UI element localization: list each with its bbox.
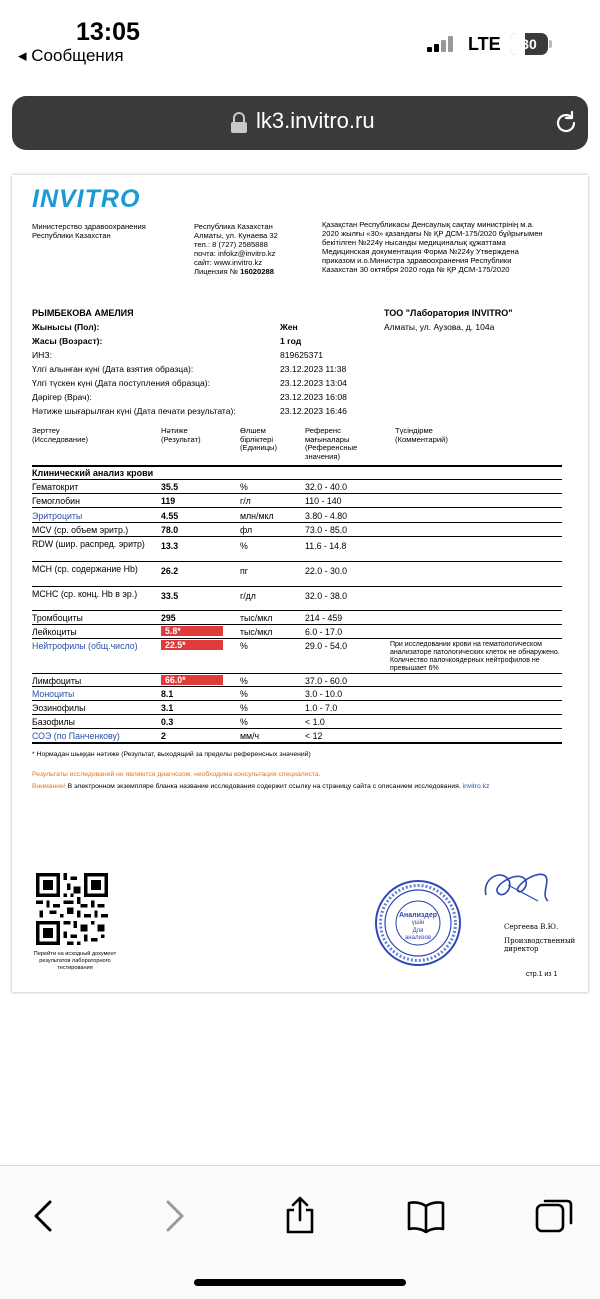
info-label-print-date: Нәтиже шығарылған күні (Дата печати результата): <box>32 406 236 416</box>
home-indicator[interactable] <box>194 1279 406 1286</box>
row-divider <box>32 728 562 729</box>
table-row-unit: тыс/мкл <box>240 613 273 623</box>
page-number: стр.1 из 1 <box>526 971 558 978</box>
svg-text:Для: Для <box>412 928 424 934</box>
table-row-name-link[interactable]: Эритроциты <box>32 511 83 521</box>
row-divider <box>32 561 562 562</box>
table-row-comment: При исследовании крови на гематологическом анализаторе патологических клеток не обнаружено. Количество палочкоядерных нейтрофилов не превышает 6% <box>390 641 560 672</box>
table-row-result: 4.55 <box>161 511 179 521</box>
info-value-sample-date: 23.12.2023 11:38 <box>280 364 347 374</box>
table-row-name: MCV (ср. объем эритр.) <box>32 525 129 535</box>
table-row-name: Гематокрит <box>32 482 79 492</box>
svg-text:үшін: үшін <box>411 920 425 926</box>
info-value-age: 1 год <box>280 336 302 346</box>
ministry-block: Министерство здравоохранения Республики Казахстан <box>32 222 146 240</box>
table-row-ref: 22.0 - 30.0 <box>305 566 348 576</box>
table-row-ref: 214 - 459 <box>305 613 343 623</box>
table-row-ref: 11.6 - 14.8 <box>305 541 347 551</box>
table-row-result-flagged: 5.8* <box>161 626 223 636</box>
table-row-name-link[interactable]: СОЭ (по Панченкову) <box>32 731 120 741</box>
patient-name: РЫМБЕКОВА АМЕЛИЯ <box>32 308 134 318</box>
header-test: Зерттеу (Исследование) <box>32 426 89 444</box>
table-row-name: Тромбоциты <box>32 613 83 623</box>
table-row-name: Лейкоциты <box>32 627 77 637</box>
section-title: Клинический анализ крови <box>32 468 154 478</box>
table-row-name: MCHC (ср. конц. Hb в эр.) <box>32 589 138 599</box>
table-row-result-flagged: 22.5* <box>161 640 223 650</box>
header-comment: Түсіндірме (Комментарий) <box>395 426 448 444</box>
table-row-unit: % <box>240 676 248 686</box>
table-row-ref: 110 - 140 <box>305 496 342 506</box>
table-row-ref: 29.0 - 54.0 <box>305 641 348 651</box>
table-row-unit: фл <box>240 525 253 535</box>
table-row-unit: млн/мкл <box>240 511 274 521</box>
table-row-ref: < 12 <box>305 731 323 741</box>
invitro-logo: INVITRO <box>32 185 141 213</box>
signature <box>478 865 556 909</box>
table-row-result: 13.3 <box>161 541 179 551</box>
info-value-id: 819625371 <box>280 350 324 360</box>
table-row-result-flagged: 66.0* <box>161 675 223 685</box>
reload-icon[interactable] <box>552 109 580 137</box>
table-row-ref: 32.0 - 40.0 <box>305 482 348 492</box>
table-row-ref: 37.0 - 60.0 <box>305 676 348 686</box>
table-row-result: 3.1 <box>161 703 174 713</box>
table-row-result: 35.5 <box>161 482 179 492</box>
svg-text:Анализдер: Анализдер <box>398 912 438 919</box>
header-result: Нәтиже (Результат) <box>161 426 201 444</box>
table-row-name: Базофилы <box>32 717 76 727</box>
info-value-received-date: 23.12.2023 13:04 <box>280 378 347 388</box>
form-approval-block: Қазақстан Республикасы Денсаулық сақтау министрінің м.а. 2020 жылғы «30» қазандағы № ҚР ДСМ-175/2020 бұйрығымен бекітілген №224у нысанды медициналық құжаттама Медицинская документация Форма №224у Утверждена приказом и.о.Министра здравоохранения Республики Казахстан 30 октября 2020 года № ҚР ДСМ-175/2020 <box>322 220 543 274</box>
network-type: LTE <box>468 34 501 54</box>
table-row-result: 295 <box>161 613 176 623</box>
signal-strength-icon <box>427 34 457 52</box>
row-divider <box>32 507 562 508</box>
tabs-icon[interactable] <box>534 1196 574 1236</box>
info-label-id: ИНЗ: <box>32 350 52 360</box>
lab-name: ТОО "Лаборатория INVITRO" <box>384 308 513 318</box>
header-divider <box>32 465 562 467</box>
back-to-app-link[interactable]: ◂ Сообщения <box>18 46 124 65</box>
table-row-unit: г/л <box>240 496 251 506</box>
lab-result-document <box>12 175 588 992</box>
address-bar[interactable] <box>12 96 588 150</box>
table-row-ref: 32.0 - 38.0 <box>305 591 348 601</box>
table-row-name-link[interactable]: Нейтрофилы (общ.число) <box>32 641 138 651</box>
info-label-age: Жасы (Возраст): <box>32 336 103 346</box>
table-row-name: Эозинофилы <box>32 703 86 713</box>
battery-icon <box>510 33 548 55</box>
table-row-unit: % <box>240 541 248 551</box>
table-row-ref: 6.0 - 17.0 <box>305 627 343 637</box>
row-divider <box>32 714 562 715</box>
qr-caption: Перейти на исходный документ результатов лабораторного тестирования <box>33 951 117 971</box>
row-divider <box>32 673 562 674</box>
table-row-result: 119 <box>161 496 176 506</box>
table-row-result: 78.0 <box>161 525 179 535</box>
table-row-result: 0.3 <box>161 717 174 727</box>
row-divider <box>32 522 562 523</box>
table-row-unit: пг <box>240 566 248 576</box>
svg-text:анализов: анализов <box>404 935 432 941</box>
table-row-ref: < 1.0 <box>305 717 325 727</box>
table-row-unit: % <box>240 641 248 651</box>
table-row-result: 2 <box>161 731 166 741</box>
clock: 13:05 <box>76 18 140 46</box>
table-row-name: Лимфоциты <box>32 676 82 686</box>
table-row-name: RDW (шир. распред. эритр) <box>32 539 145 549</box>
forward-icon[interactable] <box>154 1196 194 1236</box>
info-label-sample-date: Үлгі алынған күні (Дата взятия образца): <box>32 364 194 374</box>
table-row-unit: % <box>240 689 248 699</box>
lab-contacts-block: Республика Казахстан Алматы, ул. Кунаева 32 тел.: 8 (727) 2585888 почта: infokz@invitro.kz сайт: www.invitro.kz Лицензия № 16020288 <box>194 222 278 276</box>
table-row-unit: мм/ч <box>240 731 260 741</box>
bookmarks-icon[interactable] <box>406 1196 446 1236</box>
info-value-print-date: 23.12.2023 16:46 <box>280 406 347 416</box>
diagnosis-warning: Результаты исследований не являются диагнозом, необходима консультация специалиста. <box>32 771 321 778</box>
table-row-unit: тыс/мкл <box>240 627 273 637</box>
info-label-sex: Жынысы (Пол): <box>32 322 100 332</box>
table-row-result: 33.5 <box>161 591 179 601</box>
table-row-name: Гемоглобин <box>32 496 80 506</box>
table-row-unit: % <box>240 703 248 713</box>
info-value-sex: Жен <box>280 322 298 332</box>
share-icon[interactable] <box>280 1196 320 1236</box>
row-divider <box>32 700 562 701</box>
table-row-ref: 3.80 - 4.80 <box>305 511 348 521</box>
status-bar <box>0 0 600 90</box>
row-divider <box>32 586 562 587</box>
lab-stamp <box>374 879 462 967</box>
row-divider <box>32 624 562 625</box>
table-row-result: 8.1 <box>161 689 174 699</box>
row-divider <box>32 686 562 687</box>
table-row-unit: % <box>240 482 248 492</box>
url-text[interactable]: lk3.invitro.ru <box>256 108 375 133</box>
table-row-result: 26.2 <box>161 566 179 576</box>
battery-level: 30 <box>521 36 537 52</box>
table-row-ref: 1.0 - 7.0 <box>305 703 338 713</box>
table-row-unit: % <box>240 717 248 727</box>
row-divider <box>32 638 562 639</box>
info-label-received-date: Үлгі түскен күні (Дата поступления образца): <box>32 378 211 388</box>
header-reference: Референс мағыналары (Референсные значения) <box>305 426 358 461</box>
lab-address: Алматы, ул. Аузова, д. 104а <box>384 322 495 332</box>
back-icon[interactable] <box>24 1196 64 1236</box>
signer-name: Сергеева В.Ю. <box>504 923 559 931</box>
info-label-doctor: Дәрігер (Врач): <box>32 392 92 402</box>
info-value-doctor: 23.12.2023 16:08 <box>280 392 347 402</box>
table-row-name-link[interactable]: Моноциты <box>32 689 75 699</box>
electronic-copy-note: Внимание! В электронном экземпляре бланка название исследования содержит ссылку на страницу сайта с описанием исследования. invitro.kz <box>32 783 490 790</box>
table-bottom-border <box>32 742 562 744</box>
qr-code[interactable] <box>36 873 108 945</box>
footnote: * Нормадан шыққан нәтиже (Результат, выходящий за пределы референсных значений) <box>32 751 311 758</box>
row-divider <box>32 479 562 480</box>
invitro-site-link[interactable]: invitro.kz <box>462 783 490 790</box>
table-row-unit: г/дл <box>240 591 256 601</box>
battery-tip <box>549 40 552 48</box>
lock-icon <box>230 112 248 134</box>
header-unit: Өлшем бірліктері (Единицы) <box>240 426 278 453</box>
table-row-ref: 73.0 - 85.0 <box>305 525 348 535</box>
signer-role: Производственный директор <box>504 937 576 953</box>
row-divider <box>32 610 562 611</box>
table-row-ref: 3.0 - 10.0 <box>305 689 343 699</box>
row-divider <box>32 536 562 537</box>
row-divider <box>32 493 562 494</box>
table-row-name: MCH (ср. содержание Hb) <box>32 564 138 574</box>
